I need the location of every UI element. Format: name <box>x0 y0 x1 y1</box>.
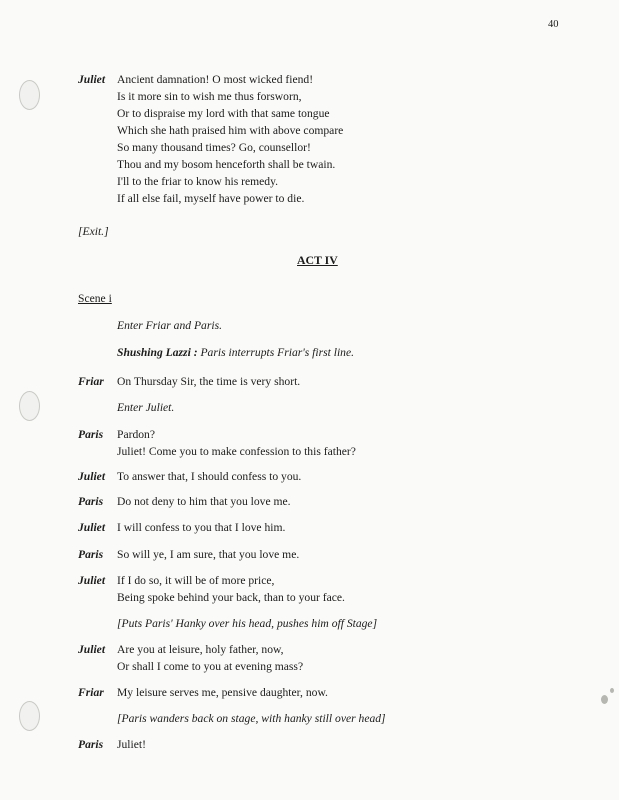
speaker-juliet: Juliet <box>78 574 106 587</box>
verse-line: Do not deny to him that you love me. <box>117 495 291 508</box>
binder-hole-bottom <box>19 701 40 731</box>
verse-line: I will confess to you that I love him. <box>117 521 286 534</box>
verse-line: Is it more sin to wish me thus forsworn, <box>117 90 302 103</box>
verse-line: On Thursday Sir, the time is very short. <box>117 375 301 388</box>
stage-direction-exit: [Exit.] <box>78 225 109 238</box>
verse-line: So will ye, I am sure, that you love me. <box>117 548 300 561</box>
speaker-juliet: Juliet <box>78 643 106 656</box>
lazzi-name: Shushing Lazzi : <box>117 346 198 359</box>
verse-line: I'll to the friar to know his remedy. <box>117 175 279 188</box>
verse-line: Or to dispraise my lord with that same tongue <box>117 107 330 120</box>
lazzi-note <box>117 344 354 361</box>
verse-line: So many thousand times? Go, counsellor! <box>117 141 311 154</box>
verse-line: To answer that, I should confess to you. <box>117 470 302 483</box>
stage-direction: Enter Friar and Paris. <box>117 319 222 332</box>
verse-line: Ancient damnation! O most wicked fiend! <box>117 73 314 86</box>
verse-line: My leisure serves me, pensive daughter, now. <box>117 686 328 699</box>
verse-line: Are you at leisure, holy father, now, <box>117 643 284 656</box>
binder-hole-top <box>19 80 40 110</box>
stage-direction: [Paris wanders back on stage, with hanky still over head] <box>117 712 386 725</box>
verse-line: Being spoke behind your back, than to your face. <box>117 591 345 604</box>
ink-smudge <box>610 688 614 693</box>
stage-direction: Enter Juliet. <box>117 401 175 414</box>
verse-line: Pardon? <box>117 428 155 441</box>
act-heading: ACT IV <box>297 253 338 267</box>
speaker-paris: Paris <box>78 738 104 751</box>
page-number: 40 <box>548 19 559 30</box>
binder-hole-middle <box>19 391 40 421</box>
lazzi-text: Paris interrupts Friar's first line. <box>200 346 355 359</box>
verse-line: Or shall I come to you at evening mass? <box>117 660 304 673</box>
verse-line: If I do so, it will be of more price, <box>117 574 275 587</box>
verse-line: Juliet! <box>117 738 146 751</box>
verse-line: Thou and my bosom henceforth shall be twain. <box>117 158 336 171</box>
verse-line: Juliet! Come you to make confession to this father? <box>117 445 356 458</box>
verse-line: Which she hath praised him with above compare <box>117 124 344 137</box>
speaker-paris: Paris <box>78 428 104 441</box>
verse-line: If all else fail, myself have power to die. <box>117 192 305 205</box>
speaker-juliet: Juliet <box>78 470 106 483</box>
scene-heading: Scene i <box>78 292 112 305</box>
speaker-friar: Friar <box>78 375 104 388</box>
speaker-juliet: Juliet <box>78 521 106 534</box>
speaker-paris: Paris <box>78 495 104 508</box>
speaker-friar: Friar <box>78 686 104 699</box>
speaker-juliet: Juliet <box>78 73 106 86</box>
speaker-paris: Paris <box>78 548 104 561</box>
ink-smudge <box>601 695 608 704</box>
stage-direction: [Puts Paris' Hanky over his head, pushes him off Stage] <box>117 617 378 630</box>
